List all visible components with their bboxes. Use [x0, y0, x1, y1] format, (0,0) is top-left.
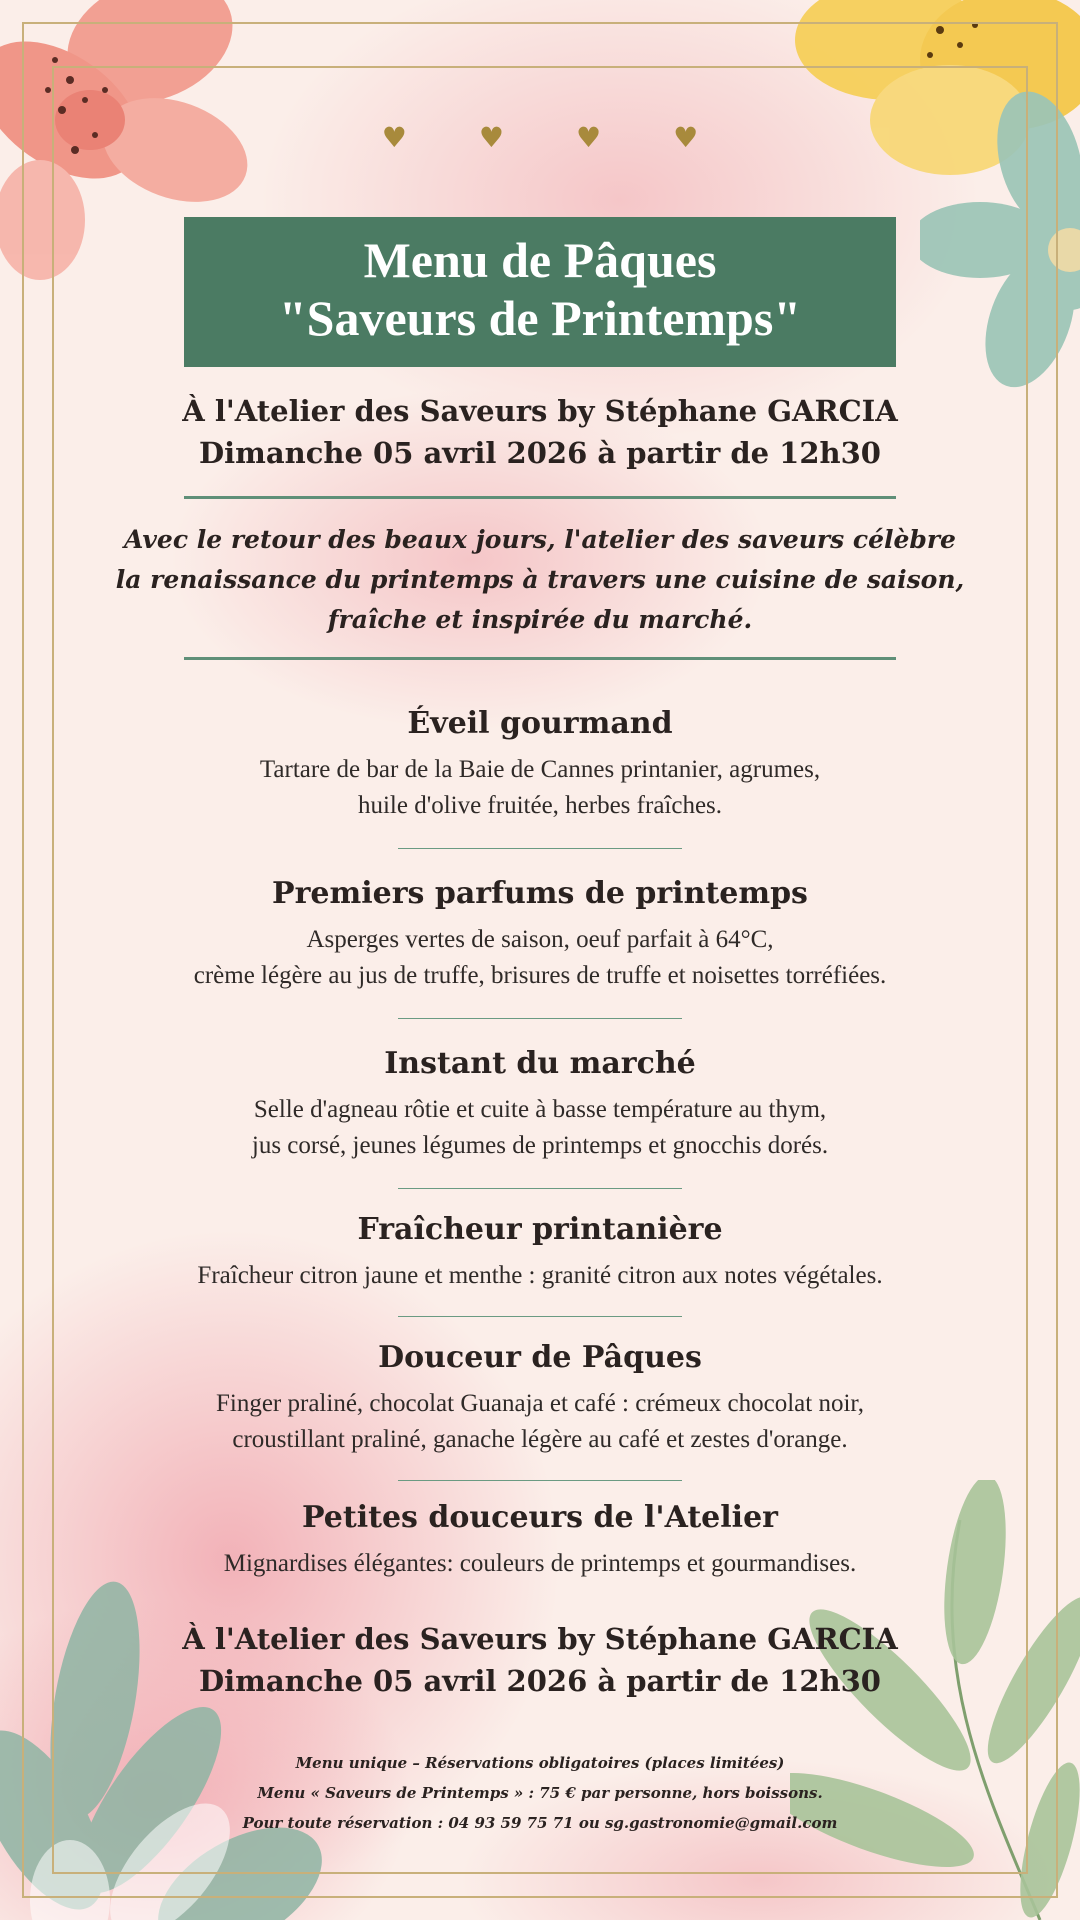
divider: [184, 496, 896, 499]
course-description: Mignardises élégantes: couleurs de printemps et gourmandises.: [223, 1550, 857, 1577]
menu-title: Menu de Pâques: [363, 232, 717, 288]
reservation-info: [0, 1748, 1080, 1838]
heart-row: [0, 121, 1080, 154]
heart-icon: ♥: [381, 121, 407, 154]
venue-name: À l'Atelier des Saveurs by Stéphane GARCIA: [182, 394, 898, 428]
footer-line: Menu unique – Réservations obligatoires (places limitées): [295, 1754, 785, 1772]
course-description: croustillant praliné, ganache légère au café et zestes d'orange.: [232, 1426, 848, 1453]
course-title: Petites douceurs de l'Atelier: [302, 1500, 778, 1535]
intro-line: fraîche et inspirée du marché.: [327, 605, 753, 634]
course-item: [0, 1044, 1080, 1164]
course-separator: [398, 1316, 682, 1317]
course-title: Fraîcheur printanière: [357, 1212, 723, 1247]
course-separator: [398, 848, 682, 849]
course-item: [0, 704, 1080, 824]
menu-title-banner: [184, 217, 896, 367]
intro-line: la renaissance du printemps à travers une cuisine de saison,: [115, 565, 965, 594]
course-description: Selle d'agneau rôtie et cuite à basse température au thym,: [253, 1096, 827, 1123]
menu-subtitle: "Saveurs de Printemps": [278, 290, 802, 346]
venue-name: À l'Atelier des Saveurs by Stéphane GARCIA: [182, 1622, 898, 1656]
course-separator: [398, 1018, 682, 1019]
intro-text: [0, 520, 1080, 640]
course-title: Premiers parfums de printemps: [272, 876, 808, 911]
course-title: Douceur de Pâques: [378, 1340, 702, 1375]
heart-icon: ♥: [673, 121, 699, 154]
course-item: [0, 874, 1080, 994]
course-description: jus corsé, jeunes légumes de printemps et gnocchis dorés.: [251, 1132, 829, 1159]
course-description: huile d'olive fruitée, herbes fraîches.: [357, 792, 723, 819]
venue-info-bottom: [0, 1618, 1080, 1702]
course-description: Asperges vertes de saison, oeuf parfait à 64°C,: [306, 926, 774, 953]
heart-icon: ♥: [478, 121, 504, 154]
footer-line: Menu « Saveurs de Printemps » : 75 € par personne, hors boissons.: [257, 1784, 823, 1802]
footer-line: Pour toute réservation : 04 93 59 75 71 ou sg.gastronomie@gmail.com: [242, 1814, 838, 1832]
course-description: Tartare de bar de la Baie de Cannes printanier, agrumes,: [259, 756, 821, 783]
course-description: Finger praliné, chocolat Guanaja et café : crémeux chocolat noir,: [215, 1390, 864, 1417]
course-title: Instant du marché: [384, 1046, 696, 1081]
course-item: [0, 1210, 1080, 1294]
course-description: crème légère au jus de truffe, brisures de truffe et noisettes torréfiées.: [193, 962, 887, 989]
event-date: Dimanche 05 avril 2026 à partir de 12h30: [199, 436, 881, 470]
course-item: [0, 1338, 1080, 1458]
venue-info-top: [0, 390, 1080, 474]
course-item: [0, 1498, 1080, 1582]
course-separator: [398, 1188, 682, 1189]
intro-line: Avec le retour des beaux jours, l'atelier des saveurs célèbre: [124, 525, 956, 554]
divider: [184, 657, 896, 660]
course-title: Éveil gourmand: [407, 706, 673, 741]
course-separator: [398, 1480, 682, 1481]
course-description: Fraîcheur citron jaune et menthe : granité citron aux notes végétales.: [197, 1262, 883, 1289]
heart-icon: ♥: [576, 121, 602, 154]
event-date: Dimanche 05 avril 2026 à partir de 12h30: [199, 1664, 881, 1698]
